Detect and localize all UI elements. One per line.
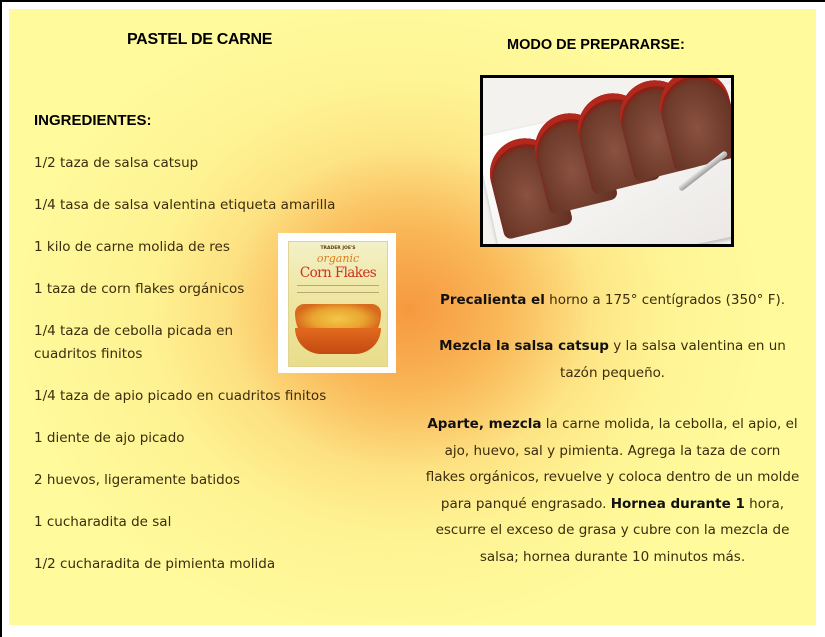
cereal-fine-print: [297, 285, 379, 293]
cereal-brand: TRADER JOE'S: [320, 246, 356, 251]
ingredient-item: 1/4 taza de cebolla picada en: [34, 323, 234, 339]
ingredient-item: 2 huevos, ligeramente batidos: [34, 472, 241, 488]
ingredient-item: 1/4 taza de apio picado en cuadritos finitos: [34, 388, 327, 404]
ingredient-item: 1 diente de ajo picado: [34, 430, 185, 446]
step-preheat: [415, 287, 810, 314]
ingredients-heading: INGREDIENTES:: [34, 112, 152, 129]
page-border-top: [0, 0, 825, 2]
step-mix-and-bake: [415, 411, 810, 570]
preparation-heading: MODO DE PREPARARSE:: [507, 37, 685, 53]
ingredient-item: 1 cucharadita de sal: [34, 514, 172, 530]
step-text: horno a 175° centígrados (350° F).: [544, 292, 786, 308]
step-mix-sauce: [415, 333, 810, 386]
cereal-organic-label: organic: [316, 252, 360, 265]
recipe-title: PASTEL DE CARNE: [127, 31, 273, 48]
ingredient-item: 1/4 tasa de salsa valentina etiqueta amarilla: [34, 197, 336, 213]
step-emphasis: Precalienta el: [439, 292, 545, 308]
cereal-bowl-icon: [295, 304, 381, 354]
ingredient-item: 1 taza de corn flakes orgánicos: [34, 281, 245, 297]
ingredient-item: 1/2 taza de salsa catsup: [34, 155, 199, 171]
page-border-left: [0, 0, 2, 637]
step-emphasis: Hornea durante 1: [610, 495, 745, 512]
ingredient-item: 1 kilo de carne molida de res: [34, 239, 230, 255]
cereal-name: Corn Flakes: [299, 265, 377, 281]
step-emphasis: Aparte, mezcla: [427, 416, 542, 432]
step-emphasis: Mezcla la salsa catsup: [439, 338, 609, 354]
step-text: hora, escurre el exceso de grasa y cubre con la mezcla de salsa; hornea durante 10 minutos más.: [435, 495, 790, 565]
ingredient-item-continued: cuadritos finitos: [34, 346, 143, 362]
step-text: la carne molida, la cebolla, el apio, el ajo, huevo, sal y pimienta. Agrega la taza de corn flakes orgánicos, revuelve y coloca dentro de un molde para panqué engrasado.: [425, 416, 800, 512]
corn-flakes-box-image: [278, 233, 396, 373]
ingredient-item: 1/2 cucharadita de pimienta molida: [34, 556, 276, 572]
meatloaf-photo: [480, 75, 734, 247]
step-text: y la salsa valentina en un tazón pequeño.: [560, 338, 786, 381]
